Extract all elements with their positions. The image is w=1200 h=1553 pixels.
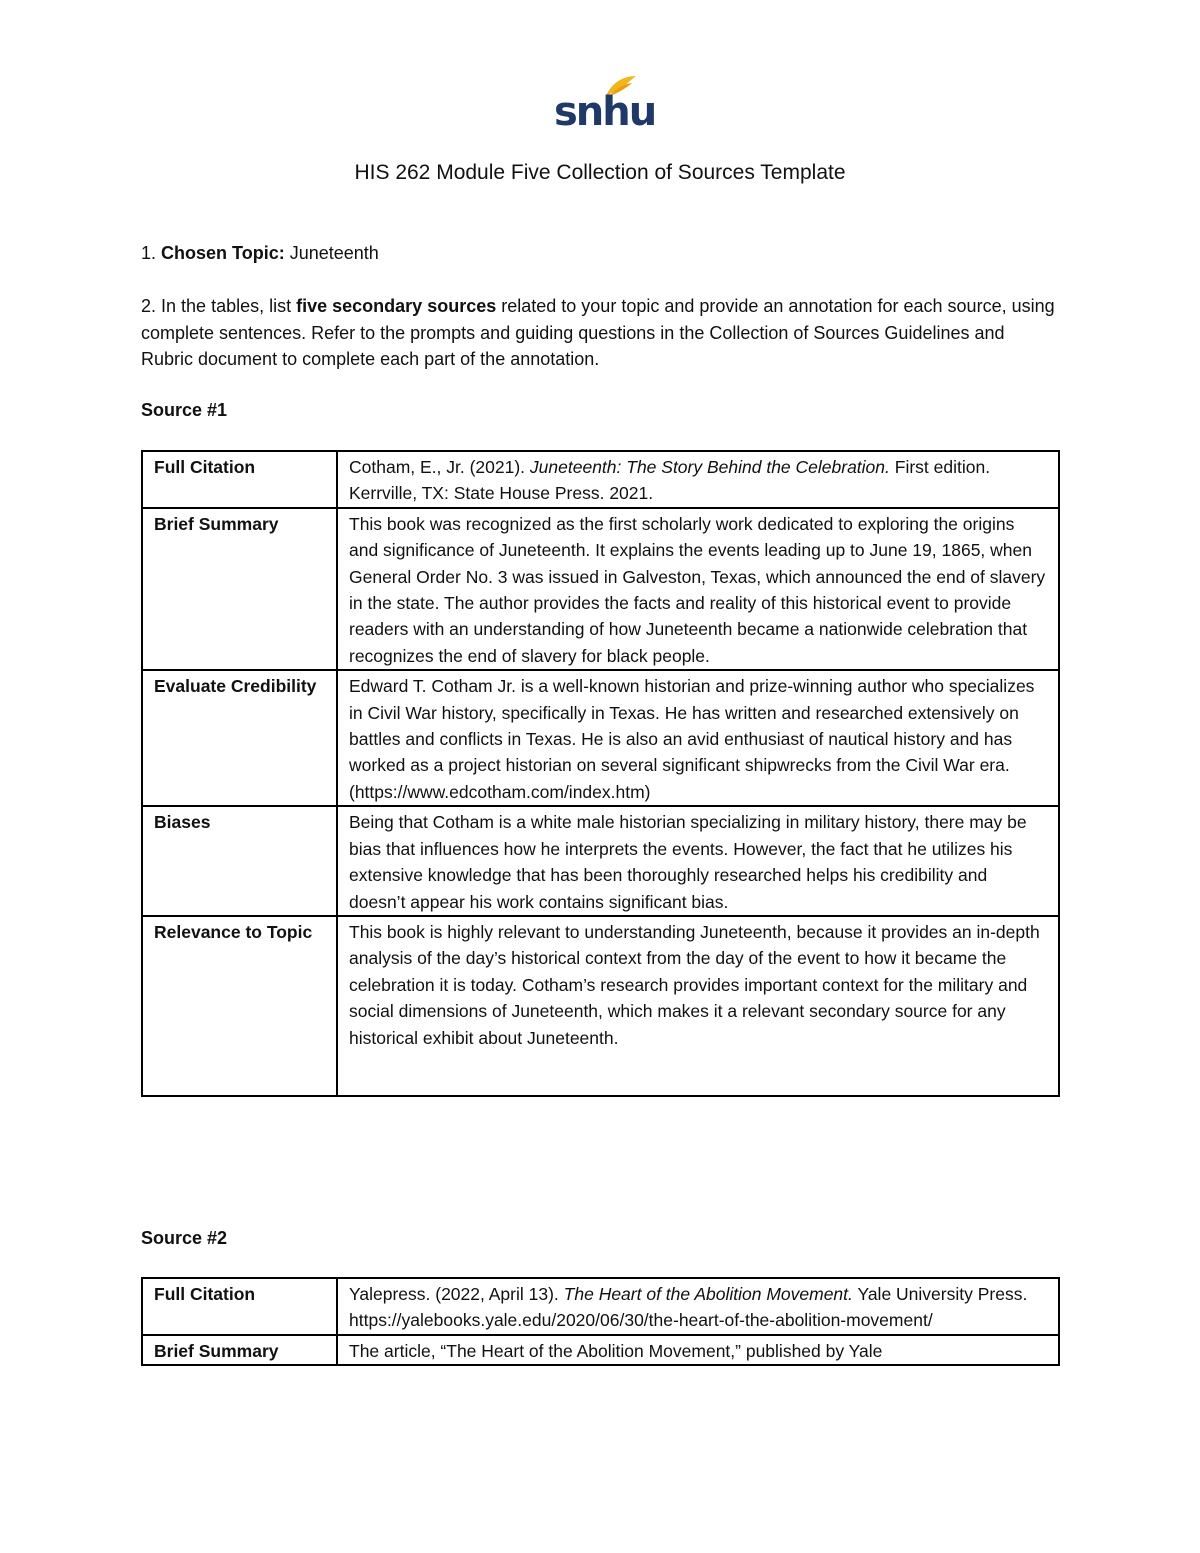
table-row	[142, 508, 1059, 670]
source-1-table	[141, 450, 1060, 1097]
source-2-table	[141, 1277, 1060, 1366]
citation-text: Cotham, E., Jr. (2021).	[349, 457, 526, 477]
relevance-value: This book is highly relevant to understanding Juneteenth, because it provides an in-depth analysis of the day’s historical context from the day of the event to how it became the celebration it is today. Cotham’s research provides important context for the military and social dimensions of Juneteenth, which makes it a relevant secondary source for any historical exhibit about Juneteenth.	[337, 916, 1059, 1096]
table-row	[142, 451, 1059, 508]
brief-summary-label: Brief Summary	[142, 508, 337, 670]
brief-summary-label: Brief Summary	[142, 1335, 337, 1365]
citation-publisher: First edition. Kerrville, TX: State House Press. 2021.	[349, 457, 991, 504]
instructions	[141, 293, 1061, 373]
page-title: HIS 262 Module Five Collection of Sources Template	[354, 161, 846, 184]
chosen-topic	[141, 240, 1061, 267]
brief-summary-value: The article, “The Heart of the Abolition Movement,” published by Yale	[337, 1335, 1059, 1365]
biases-label: Biases	[142, 806, 337, 916]
table-row	[142, 1335, 1059, 1365]
biases-value: Being that Cotham is a white male historian specializing in military history, there may be bias that influences how he interprets the events. However, the fact that he utilizes his extensive knowledge that has been thoroughly researched helps his credibility and doesn’t appear his work contains significant bias.	[337, 806, 1059, 916]
citation-text: Yalepress. (2022, April 13).	[349, 1284, 559, 1304]
topic-label: Chosen Topic:	[161, 243, 285, 263]
source-1-heading: Source #1	[141, 400, 228, 420]
table-row	[142, 916, 1059, 1096]
full-citation-label: Full Citation	[142, 451, 337, 508]
brief-summary-value: This book was recognized as the first scholarly work dedicated to exploring the origins and significance of Juneteenth. It explains the events leading up to June 19, 1865, when General Order No. 3 was issued in Galveston, Texas, which announced the end of slavery in the state. The author provides the facts and reality of this historical event to provide readers with an understanding of how Juneteenth became a nationwide celebration that recognizes the end of slavery for black people.	[337, 508, 1059, 670]
citation-title: The Heart of the Abolition Movement.	[563, 1284, 853, 1304]
full-citation-label: Full Citation	[142, 1278, 337, 1335]
credibility-value: Edward T. Cotham Jr. is a well-known historian and prize-winning author who specializes in Civil War history, specifically in Texas. He has written and researched extensively on battles and conflicts in Texas. He is also an avid enthusiast of nautical history and has worked as a project historian on several significant shipwrecks from the Civil War era. (https://www.edcotham.com/index.htm)	[337, 670, 1059, 806]
instructions-number: 2.	[141, 296, 157, 316]
topic-value: Juneteenth	[289, 243, 379, 263]
relevance-label: Relevance to Topic	[142, 916, 337, 1096]
table-row	[142, 806, 1059, 916]
source-2-heading: Source #2	[141, 1228, 228, 1248]
topic-number: 1.	[141, 243, 157, 263]
citation-publisher: Yale University Press. https://yalebooks.yale.edu/2020/06/30/the-heart-of-the-abolition-movement/	[349, 1284, 1028, 1331]
instructions-before: In the tables, list	[161, 296, 292, 316]
logo-text: snhu	[554, 89, 656, 135]
instructions-after: related to your topic and provide an annotation for each source, using complete sentences. Refer to the prompts and guiding questions in the Collection of Sources Guidelines and Rubric document to complete each part of the annotation.	[141, 296, 1055, 369]
citation-title: Juneteenth: The Story Behind the Celebration.	[529, 457, 890, 477]
table-row	[142, 1278, 1059, 1335]
instructions-bold: five secondary sources	[296, 296, 497, 316]
full-citation-value	[337, 451, 1059, 508]
full-citation-value	[337, 1278, 1059, 1335]
table-row	[142, 670, 1059, 806]
credibility-label: Evaluate Credibility	[142, 670, 337, 806]
snhu-logo	[554, 74, 656, 135]
